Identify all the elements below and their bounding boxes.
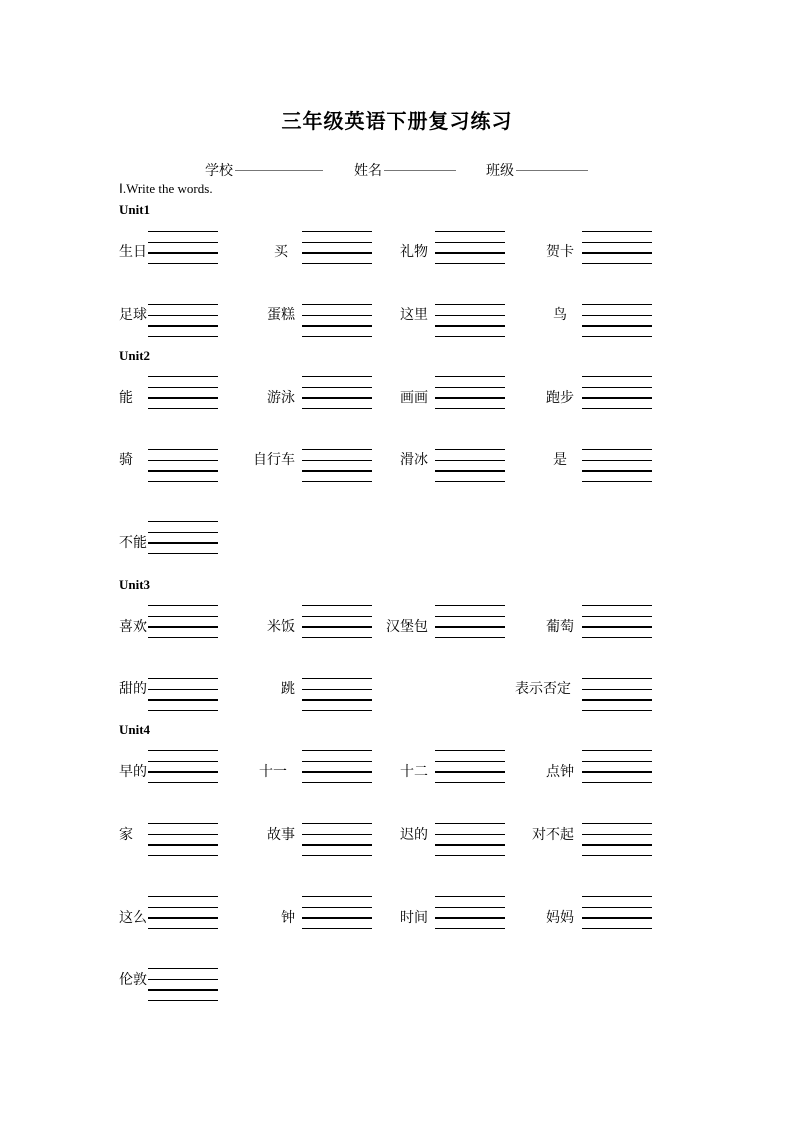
word-label: 葡萄 (546, 619, 574, 635)
unit-heading: Unit4 (119, 722, 151, 737)
page-title: 三年级英语下册复习练习 (281, 109, 513, 133)
writing-lines[interactable] (582, 304, 652, 338)
word-label: 伦敦 (119, 972, 147, 988)
word-label: 蛋糕 (267, 307, 295, 323)
writing-lines[interactable] (148, 376, 218, 410)
word-label: 时间 (400, 910, 428, 926)
writing-lines[interactable] (302, 823, 372, 857)
word-label: 表示否定 (515, 681, 571, 697)
school-field[interactable] (205, 160, 323, 180)
writing-lines[interactable] (148, 231, 218, 265)
word-label: 自行车 (253, 452, 295, 468)
writing-lines[interactable] (302, 376, 372, 410)
word-label: 喜欢 (119, 619, 147, 635)
writing-lines[interactable] (148, 823, 218, 857)
writing-lines[interactable] (435, 823, 505, 857)
word-label: 点钟 (546, 764, 574, 780)
writing-lines[interactable] (435, 449, 505, 483)
word-label: 故事 (267, 827, 295, 843)
school-label: 学校 (205, 163, 233, 179)
writing-lines[interactable] (302, 231, 372, 265)
word-label: 不能 (119, 535, 147, 551)
writing-lines[interactable] (148, 968, 218, 1002)
writing-lines[interactable] (582, 231, 652, 265)
writing-lines[interactable] (435, 750, 505, 784)
writing-lines[interactable] (148, 449, 218, 483)
word-label: 买 (274, 244, 288, 260)
writing-lines[interactable] (302, 750, 372, 784)
word-label: 礼物 (400, 244, 428, 260)
word-label: 画画 (400, 390, 428, 406)
name-label: 姓名 (354, 163, 382, 179)
writing-lines[interactable] (582, 750, 652, 784)
word-label: 十一 (259, 764, 287, 780)
writing-lines[interactable] (148, 678, 218, 712)
writing-lines[interactable] (435, 376, 505, 410)
writing-lines[interactable] (435, 304, 505, 338)
word-label: 迟的 (400, 827, 428, 843)
class-field[interactable] (486, 160, 588, 180)
word-label: 对不起 (532, 827, 574, 843)
word-label: 甜的 (119, 681, 147, 697)
word-label: 滑冰 (400, 452, 428, 468)
school-blank[interactable] (235, 169, 323, 171)
word-label: 汉堡包 (386, 619, 428, 635)
word-label: 米饭 (267, 619, 295, 635)
writing-lines[interactable] (302, 605, 372, 639)
class-label: 班级 (486, 163, 514, 179)
word-label: 足球 (119, 307, 147, 323)
word-label: 鸟 (553, 307, 567, 323)
word-label: 跳 (281, 681, 295, 697)
writing-lines[interactable] (582, 823, 652, 857)
word-label: 能 (119, 390, 133, 406)
word-label: 这么 (119, 910, 147, 926)
writing-lines[interactable] (148, 521, 218, 555)
word-label: 骑 (119, 452, 133, 468)
writing-lines[interactable] (302, 449, 372, 483)
instruction-text: Ⅰ.Write the words. (119, 181, 213, 196)
writing-lines[interactable] (302, 678, 372, 712)
word-label: 家 (119, 827, 133, 843)
word-label: 跑步 (546, 390, 574, 406)
unit-heading: Unit2 (119, 348, 151, 363)
name-field[interactable] (354, 160, 456, 180)
word-label: 这里 (400, 307, 428, 323)
writing-lines[interactable] (148, 896, 218, 930)
word-label: 贺卡 (546, 244, 574, 260)
writing-lines[interactable] (582, 376, 652, 410)
word-label: 游泳 (267, 390, 295, 406)
unit-heading: Unit3 (119, 577, 151, 592)
class-blank[interactable] (516, 169, 588, 171)
unit-heading: Unit1 (119, 202, 151, 217)
word-label: 十二 (400, 764, 428, 780)
word-label: 早的 (119, 764, 147, 780)
writing-lines[interactable] (435, 896, 505, 930)
word-label: 妈妈 (546, 910, 574, 926)
word-label: 是 (553, 452, 567, 468)
name-blank[interactable] (384, 169, 456, 171)
writing-lines[interactable] (582, 449, 652, 483)
writing-lines[interactable] (148, 304, 218, 338)
writing-lines[interactable] (582, 896, 652, 930)
word-label: 生日 (119, 244, 147, 260)
writing-lines[interactable] (148, 750, 218, 784)
writing-lines[interactable] (435, 605, 505, 639)
writing-lines[interactable] (148, 605, 218, 639)
writing-lines[interactable] (302, 304, 372, 338)
writing-lines[interactable] (302, 896, 372, 930)
writing-lines[interactable] (582, 605, 652, 639)
writing-lines[interactable] (582, 678, 652, 712)
word-label: 钟 (281, 910, 295, 926)
writing-lines[interactable] (435, 231, 505, 265)
